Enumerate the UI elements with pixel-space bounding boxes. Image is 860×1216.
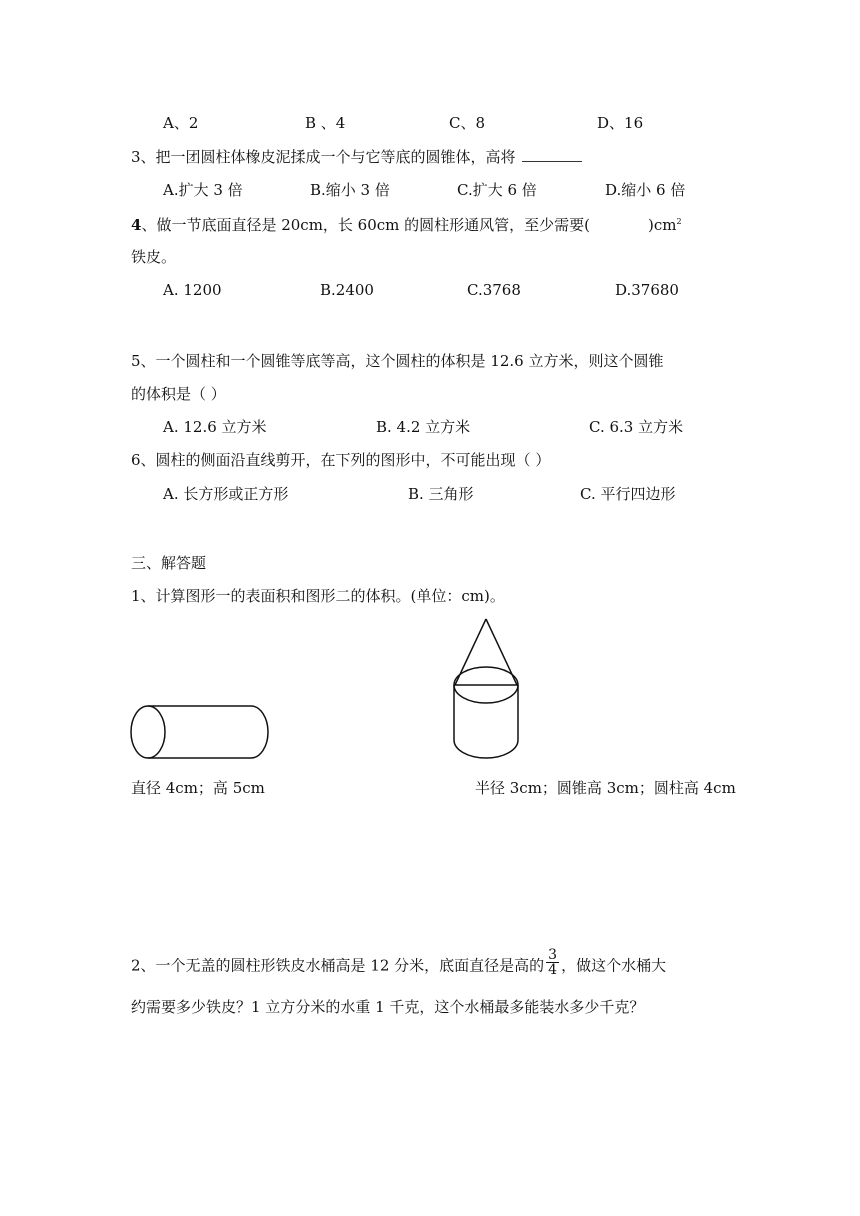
q3-option-d: D.缩小 6 倍: [605, 181, 686, 199]
fraction: [546, 948, 559, 977]
q5-option-c: C. 6.3 立方米: [589, 418, 684, 436]
problem-2-text: 2、一个无盖的圆柱形铁皮水桶高是 12 分米，底面直径是高的: [131, 956, 545, 975]
answer-blank: [522, 149, 582, 162]
question-3-text: 3、把一团圆柱体橡皮泥揉成一个与它等底的圆锥体，高将: [131, 148, 516, 166]
question-4-line2: 铁皮。: [131, 248, 177, 266]
question-5: 5、一个圆柱和一个圆锥等底等高，这个圆柱的体积是 12.6 立方米，则这个圆锥: [131, 352, 664, 370]
q4-option-c: C.3768: [467, 281, 521, 299]
fraction-numerator: 3: [548, 947, 558, 963]
figure-1-caption: 直径 4cm；高 5cm: [131, 779, 265, 797]
q4-option-b: B.2400: [320, 281, 374, 299]
question-4-number: 4: [131, 216, 142, 234]
q3-option-c: C.扩大 6 倍: [457, 181, 537, 199]
figure-2-caption: 半径 3cm；圆锥高 3cm；圆柱高 4cm: [475, 779, 736, 797]
q6-option-c: C. 平行四边形: [580, 485, 676, 503]
question-4: [131, 214, 682, 235]
section-title: 三、解答题: [131, 554, 207, 572]
q2-option-d: D、16: [597, 114, 644, 132]
q3-option-b: B.缩小 3 倍: [310, 181, 390, 199]
problem-2-text-end: ，做这个水桶大: [561, 956, 667, 975]
problem-2: [131, 947, 667, 981]
q5-option-a: A. 12.6 立方米: [163, 418, 267, 436]
problem-2-line2: 约需要多少铁皮？1 立方分米的水重 1 千克，这个水桶最多能装水多少千克？: [131, 998, 645, 1016]
cylinder-figure: [125, 698, 275, 768]
question-4-text: 、做一节底面直径是 20cm，长 60cm 的圆柱形通风管，至少需要(: [141, 216, 591, 234]
q2-option-b: B 、4: [305, 114, 346, 132]
question-3: [131, 146, 582, 167]
q2-option-a: A、2: [163, 114, 199, 132]
q4-option-d: D.37680: [615, 281, 679, 299]
cone-cylinder-figure: [448, 615, 528, 765]
q5-option-b: B. 4.2 立方米: [376, 418, 471, 436]
q6-option-b: B. 三角形: [408, 485, 474, 503]
question-4-unit: )cm: [648, 216, 677, 234]
q3-option-a: A.扩大 3 倍: [163, 181, 243, 199]
q4-option-a: A. 1200: [163, 281, 222, 299]
q6-option-a: A. 长方形或正方形: [163, 485, 289, 503]
problem-1: 1、计算图形一的表面积和图形二的体积。(单位：cm)。: [131, 587, 505, 605]
question-4-sup: 2: [676, 217, 682, 226]
q2-option-c: C、8: [449, 114, 486, 132]
question-6: 6、圆柱的侧面沿直线剪开，在下列的图形中，不可能出现（ ）: [131, 451, 551, 469]
fraction-denominator: 4: [548, 962, 558, 978]
question-5-line2: 的体积是（ ）: [131, 385, 226, 403]
